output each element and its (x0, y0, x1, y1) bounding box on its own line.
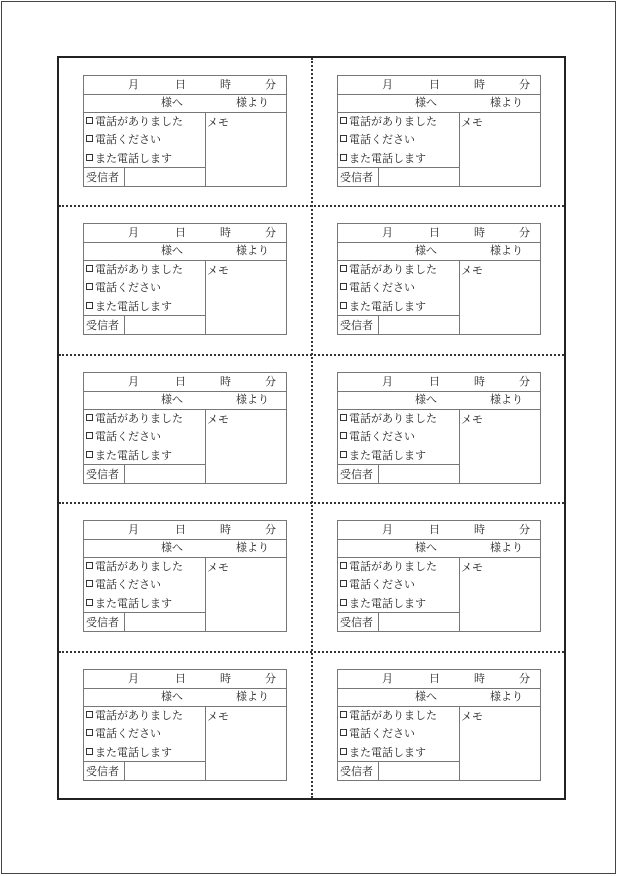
option-called (340, 116, 437, 127)
date-time-row (338, 373, 540, 392)
option-call-back-label: 電話ください (95, 430, 161, 443)
horizontal-cut-line (59, 651, 564, 653)
day-label: 日 (429, 78, 440, 91)
option-called (86, 116, 183, 127)
horizontal-cut-line (59, 205, 564, 207)
hour-label: 時 (220, 523, 231, 536)
month-label: 月 (382, 523, 393, 536)
to-label: 様へ (415, 541, 437, 554)
receiver-label-cell (338, 762, 379, 781)
minute-label: 分 (265, 523, 276, 536)
option-call-back (86, 431, 161, 442)
checkbox (340, 302, 347, 309)
phone-memo-card (337, 223, 541, 335)
call-options (338, 557, 460, 632)
receiver-label: 受信者 (340, 319, 373, 332)
day-label: 日 (175, 375, 186, 388)
from-label: 様より (236, 690, 269, 703)
option-call-back (86, 134, 161, 145)
checkbox (86, 265, 93, 272)
option-will-call-again (86, 301, 172, 312)
to-from-row (84, 94, 286, 113)
date-time-row (338, 521, 540, 540)
receiver-label-cell (84, 168, 125, 187)
option-call-back-label: 電話ください (95, 578, 161, 591)
from-label: 様より (490, 244, 523, 257)
checkbox (86, 580, 93, 587)
receiver-label: 受信者 (86, 468, 119, 481)
option-will-call-again-label: また電話します (349, 746, 426, 759)
day-label: 日 (429, 226, 440, 239)
option-will-call-again-label: また電話します (349, 597, 426, 610)
option-will-call-again-label: また電話します (95, 152, 172, 165)
checkbox (86, 283, 93, 290)
option-will-call-again (340, 301, 426, 312)
option-call-back (340, 282, 415, 293)
phone-memo-card (337, 75, 541, 187)
month-label: 月 (382, 226, 393, 239)
call-options (84, 409, 206, 484)
minute-label: 分 (519, 375, 530, 388)
to-from-row (84, 242, 286, 261)
day-label: 日 (175, 78, 186, 91)
option-called (86, 710, 183, 721)
checkbox (86, 432, 93, 439)
checkbox (86, 302, 93, 309)
to-label: 様へ (415, 244, 437, 257)
from-label: 様より (236, 244, 269, 257)
memo-label: メモ (461, 710, 483, 723)
receiver-row (84, 761, 205, 781)
to-from-row (84, 688, 286, 707)
option-will-call-again-label: また電話します (95, 300, 172, 313)
hour-label: 時 (220, 78, 231, 91)
hour-label: 時 (220, 375, 231, 388)
checkbox (340, 283, 347, 290)
option-will-call-again-label: また電話します (349, 300, 426, 313)
phone-memo-card (337, 669, 541, 781)
option-called-label: 電話がありました (95, 709, 183, 722)
checkbox (86, 711, 93, 718)
phone-memo-card (337, 520, 541, 632)
memo-label: メモ (207, 561, 229, 574)
option-called-label: 電話がありました (349, 115, 437, 128)
checkbox (340, 748, 347, 755)
to-label: 様へ (415, 690, 437, 703)
checkbox (86, 117, 93, 124)
option-call-back-label: 電話ください (349, 281, 415, 294)
receiver-row (84, 464, 205, 484)
hour-label: 時 (474, 375, 485, 388)
from-label: 様より (236, 393, 269, 406)
receiver-label: 受信者 (340, 765, 373, 778)
option-will-call-again (340, 450, 426, 461)
receiver-label: 受信者 (86, 171, 119, 184)
option-will-call-again-label: また電話します (95, 597, 172, 610)
minute-label: 分 (265, 672, 276, 685)
minute-label: 分 (519, 523, 530, 536)
date-time-row (338, 670, 540, 689)
checkbox (86, 135, 93, 142)
receiver-label: 受信者 (340, 171, 373, 184)
option-called-label: 電話がありました (349, 412, 437, 425)
to-label: 様へ (161, 393, 183, 406)
call-options (84, 706, 206, 781)
month-label: 月 (128, 672, 139, 685)
option-call-back-label: 電話ください (349, 133, 415, 146)
hour-label: 時 (474, 78, 485, 91)
option-call-back (340, 728, 415, 739)
option-call-back (86, 579, 161, 590)
call-options (338, 706, 460, 781)
from-label: 様より (236, 541, 269, 554)
option-called (340, 561, 437, 572)
to-label: 様へ (161, 541, 183, 554)
receiver-label-cell (84, 613, 125, 632)
receiver-row (338, 612, 459, 632)
option-call-back (340, 431, 415, 442)
checkbox (340, 154, 347, 161)
month-label: 月 (128, 226, 139, 239)
horizontal-cut-line (59, 502, 564, 504)
hour-label: 時 (474, 672, 485, 685)
month-label: 月 (382, 78, 393, 91)
checkbox (86, 154, 93, 161)
option-called (340, 264, 437, 275)
month-label: 月 (128, 78, 139, 91)
to-label: 様へ (161, 690, 183, 703)
option-will-call-again (340, 598, 426, 609)
from-label: 様より (490, 690, 523, 703)
option-will-call-again-label: また電話します (95, 449, 172, 462)
option-called-label: 電話がありました (95, 115, 183, 128)
memo-label: メモ (461, 413, 483, 426)
receiver-row (338, 315, 459, 335)
hour-label: 時 (474, 226, 485, 239)
option-called (86, 264, 183, 275)
phone-memo-card (83, 75, 287, 187)
to-from-row (338, 539, 540, 558)
option-called-label: 電話がありました (349, 263, 437, 276)
option-call-back (340, 134, 415, 145)
option-will-call-again (86, 598, 172, 609)
checkbox (340, 414, 347, 421)
month-label: 月 (128, 523, 139, 536)
receiver-label: 受信者 (86, 319, 119, 332)
call-options (338, 260, 460, 335)
receiver-label: 受信者 (340, 468, 373, 481)
receiver-row (338, 464, 459, 484)
month-label: 月 (128, 375, 139, 388)
option-will-call-again (340, 153, 426, 164)
minute-label: 分 (519, 78, 530, 91)
minute-label: 分 (265, 78, 276, 91)
to-from-row (338, 688, 540, 707)
horizontal-cut-line (59, 354, 564, 356)
checkbox (340, 580, 347, 587)
option-will-call-again-label: また電話します (95, 746, 172, 759)
from-label: 様より (490, 541, 523, 554)
option-call-back-label: 電話ください (349, 578, 415, 591)
phone-memo-card (83, 372, 287, 484)
receiver-label: 受信者 (340, 616, 373, 629)
receiver-row (338, 761, 459, 781)
option-call-back (340, 579, 415, 590)
date-time-row (84, 670, 286, 689)
option-called-label: 電話がありました (95, 263, 183, 276)
checkbox (340, 265, 347, 272)
checkbox (86, 748, 93, 755)
option-call-back (86, 282, 161, 293)
hour-label: 時 (220, 672, 231, 685)
hour-label: 時 (220, 226, 231, 239)
option-called (340, 710, 437, 721)
to-from-row (338, 391, 540, 410)
memo-label: メモ (461, 561, 483, 574)
receiver-label: 受信者 (86, 616, 119, 629)
call-options (338, 409, 460, 484)
checkbox (340, 599, 347, 606)
option-called-label: 電話がありました (349, 560, 437, 573)
option-will-call-again-label: また電話します (349, 152, 426, 165)
hour-label: 時 (474, 523, 485, 536)
to-from-row (84, 539, 286, 558)
receiver-row (84, 612, 205, 632)
date-time-row (84, 76, 286, 95)
receiver-label: 受信者 (86, 765, 119, 778)
memo-sheet (57, 56, 566, 800)
call-options (84, 112, 206, 187)
receiver-label-cell (338, 316, 379, 335)
receiver-label-cell (338, 465, 379, 484)
receiver-label-cell (338, 613, 379, 632)
checkbox (340, 562, 347, 569)
option-called-label: 電話がありました (95, 412, 183, 425)
checkbox (340, 432, 347, 439)
month-label: 月 (382, 375, 393, 388)
minute-label: 分 (519, 672, 530, 685)
checkbox (86, 599, 93, 606)
option-will-call-again (86, 153, 172, 164)
option-called (86, 561, 183, 572)
memo-label: メモ (207, 116, 229, 129)
minute-label: 分 (519, 226, 530, 239)
receiver-label-cell (338, 168, 379, 187)
receiver-label-cell (84, 762, 125, 781)
call-options (84, 260, 206, 335)
to-label: 様へ (161, 96, 183, 109)
vertical-cut-line (311, 58, 313, 798)
option-call-back (86, 728, 161, 739)
option-call-back-label: 電話ください (95, 281, 161, 294)
checkbox (86, 414, 93, 421)
memo-label: メモ (461, 264, 483, 277)
minute-label: 分 (265, 226, 276, 239)
memo-label: メモ (461, 116, 483, 129)
option-will-call-again-label: また電話します (349, 449, 426, 462)
option-will-call-again (86, 450, 172, 461)
checkbox (340, 117, 347, 124)
receiver-row (84, 167, 205, 187)
call-options (84, 557, 206, 632)
checkbox (86, 451, 93, 458)
phone-memo-card (83, 520, 287, 632)
phone-memo-card (83, 223, 287, 335)
from-label: 様より (490, 393, 523, 406)
date-time-row (84, 373, 286, 392)
day-label: 日 (175, 523, 186, 536)
phone-memo-card (83, 669, 287, 781)
memo-label: メモ (207, 710, 229, 723)
date-time-row (84, 521, 286, 540)
to-from-row (338, 94, 540, 113)
receiver-label-cell (84, 465, 125, 484)
option-will-call-again (86, 747, 172, 758)
to-label: 様へ (415, 96, 437, 109)
to-label: 様へ (161, 244, 183, 257)
from-label: 様より (236, 96, 269, 109)
memo-label: メモ (207, 264, 229, 277)
checkbox (340, 451, 347, 458)
day-label: 日 (429, 523, 440, 536)
minute-label: 分 (265, 375, 276, 388)
date-time-row (338, 76, 540, 95)
to-from-row (338, 242, 540, 261)
day-label: 日 (175, 672, 186, 685)
to-from-row (84, 391, 286, 410)
checkbox (86, 562, 93, 569)
from-label: 様より (490, 96, 523, 109)
option-call-back-label: 電話ください (349, 430, 415, 443)
option-called (86, 413, 183, 424)
memo-label: メモ (207, 413, 229, 426)
option-call-back-label: 電話ください (349, 727, 415, 740)
checkbox (86, 729, 93, 736)
option-call-back-label: 電話ください (95, 727, 161, 740)
date-time-row (338, 224, 540, 243)
option-called-label: 電話がありました (95, 560, 183, 573)
date-time-row (84, 224, 286, 243)
month-label: 月 (382, 672, 393, 685)
checkbox (340, 729, 347, 736)
call-options (338, 112, 460, 187)
checkbox (340, 135, 347, 142)
to-label: 様へ (415, 393, 437, 406)
day-label: 日 (429, 672, 440, 685)
day-label: 日 (429, 375, 440, 388)
day-label: 日 (175, 226, 186, 239)
option-called-label: 電話がありました (349, 709, 437, 722)
receiver-row (338, 167, 459, 187)
option-called (340, 413, 437, 424)
option-will-call-again (340, 747, 426, 758)
checkbox (340, 711, 347, 718)
phone-memo-card (337, 372, 541, 484)
receiver-label-cell (84, 316, 125, 335)
option-call-back-label: 電話ください (95, 133, 161, 146)
receiver-row (84, 315, 205, 335)
